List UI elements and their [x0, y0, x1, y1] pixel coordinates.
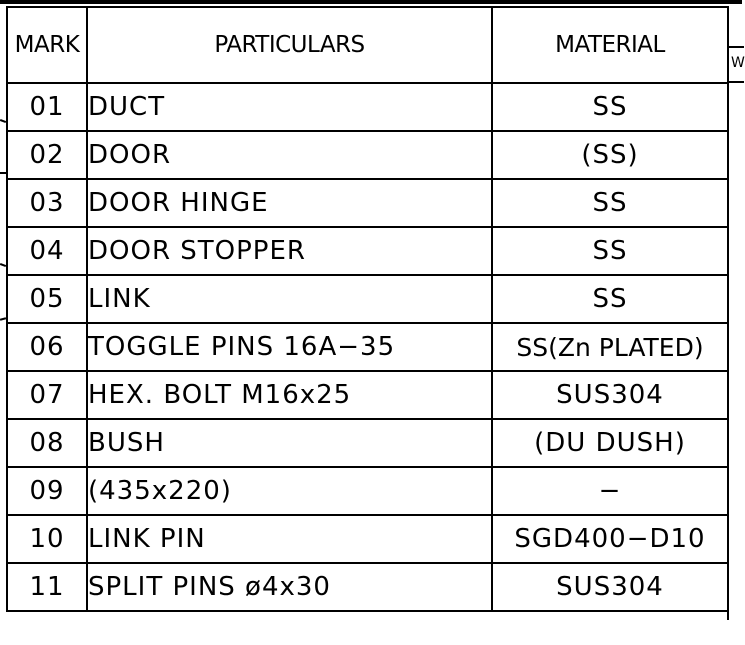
cell-particulars: BUSH: [87, 419, 492, 467]
sheet-border-line: [0, 0, 742, 4]
cell-particulars: LINK: [87, 275, 492, 323]
table-row: [7, 419, 728, 467]
table-row: [7, 563, 728, 611]
cell-particulars: LINK PIN: [87, 515, 492, 563]
cell-particulars: DOOR: [87, 131, 492, 179]
next-column-divider: [729, 81, 744, 83]
cell-particulars: HEX. BOLT M16x25: [87, 371, 492, 419]
cell-particulars: (435x220): [87, 467, 492, 515]
cell-mark: 07: [7, 371, 87, 419]
header-particulars: PARTICULARS: [87, 7, 492, 83]
cell-material: SUS304: [492, 563, 728, 611]
cell-mark: 04: [7, 227, 87, 275]
cell-mark: 08: [7, 419, 87, 467]
header-mark: MARK: [7, 7, 87, 83]
header-material: MATERIAL: [492, 7, 728, 83]
table-row: [7, 323, 728, 371]
table-row: [7, 371, 728, 419]
table-row: [7, 83, 728, 131]
cell-material: SUS304: [492, 371, 728, 419]
cell-particulars: TOGGLE PINS 16A−35: [87, 323, 492, 371]
cell-material: SS(Zn PLATED): [492, 323, 728, 371]
cell-mark: 05: [7, 275, 87, 323]
cell-mark: 01: [7, 83, 87, 131]
table-row: [7, 515, 728, 563]
cell-particulars: DOOR STOPPER: [87, 227, 492, 275]
cell-material: SS: [492, 275, 728, 323]
cell-particulars: DUCT: [87, 83, 492, 131]
table-row: [7, 179, 728, 227]
cell-material: SS: [492, 227, 728, 275]
next-column-divider: [729, 46, 744, 48]
cell-particulars: DOOR HINGE: [87, 179, 492, 227]
cell-material: SS: [492, 179, 728, 227]
next-column-header-fragment: W: [731, 55, 745, 71]
cell-mark: 06: [7, 323, 87, 371]
cell-material: SGD400−D10: [492, 515, 728, 563]
cell-mark: 03: [7, 179, 87, 227]
table-row: [7, 275, 728, 323]
cell-material: (SS): [492, 131, 728, 179]
next-column-fragment: [727, 6, 744, 620]
cell-mark: 02: [7, 131, 87, 179]
table-row: [7, 131, 728, 179]
cell-mark: 09: [7, 467, 87, 515]
table-row: [7, 467, 728, 515]
cell-material: SS: [492, 83, 728, 131]
cell-mark: 10: [7, 515, 87, 563]
table-header-row: [7, 7, 728, 83]
cell-mark: 11: [7, 563, 87, 611]
table-row: [7, 227, 728, 275]
cell-particulars: SPLIT PINS ø4x30: [87, 563, 492, 611]
cell-material: (DU DUSH): [492, 419, 728, 467]
bill-of-materials-table: [6, 6, 729, 612]
cell-material: −: [492, 467, 728, 515]
